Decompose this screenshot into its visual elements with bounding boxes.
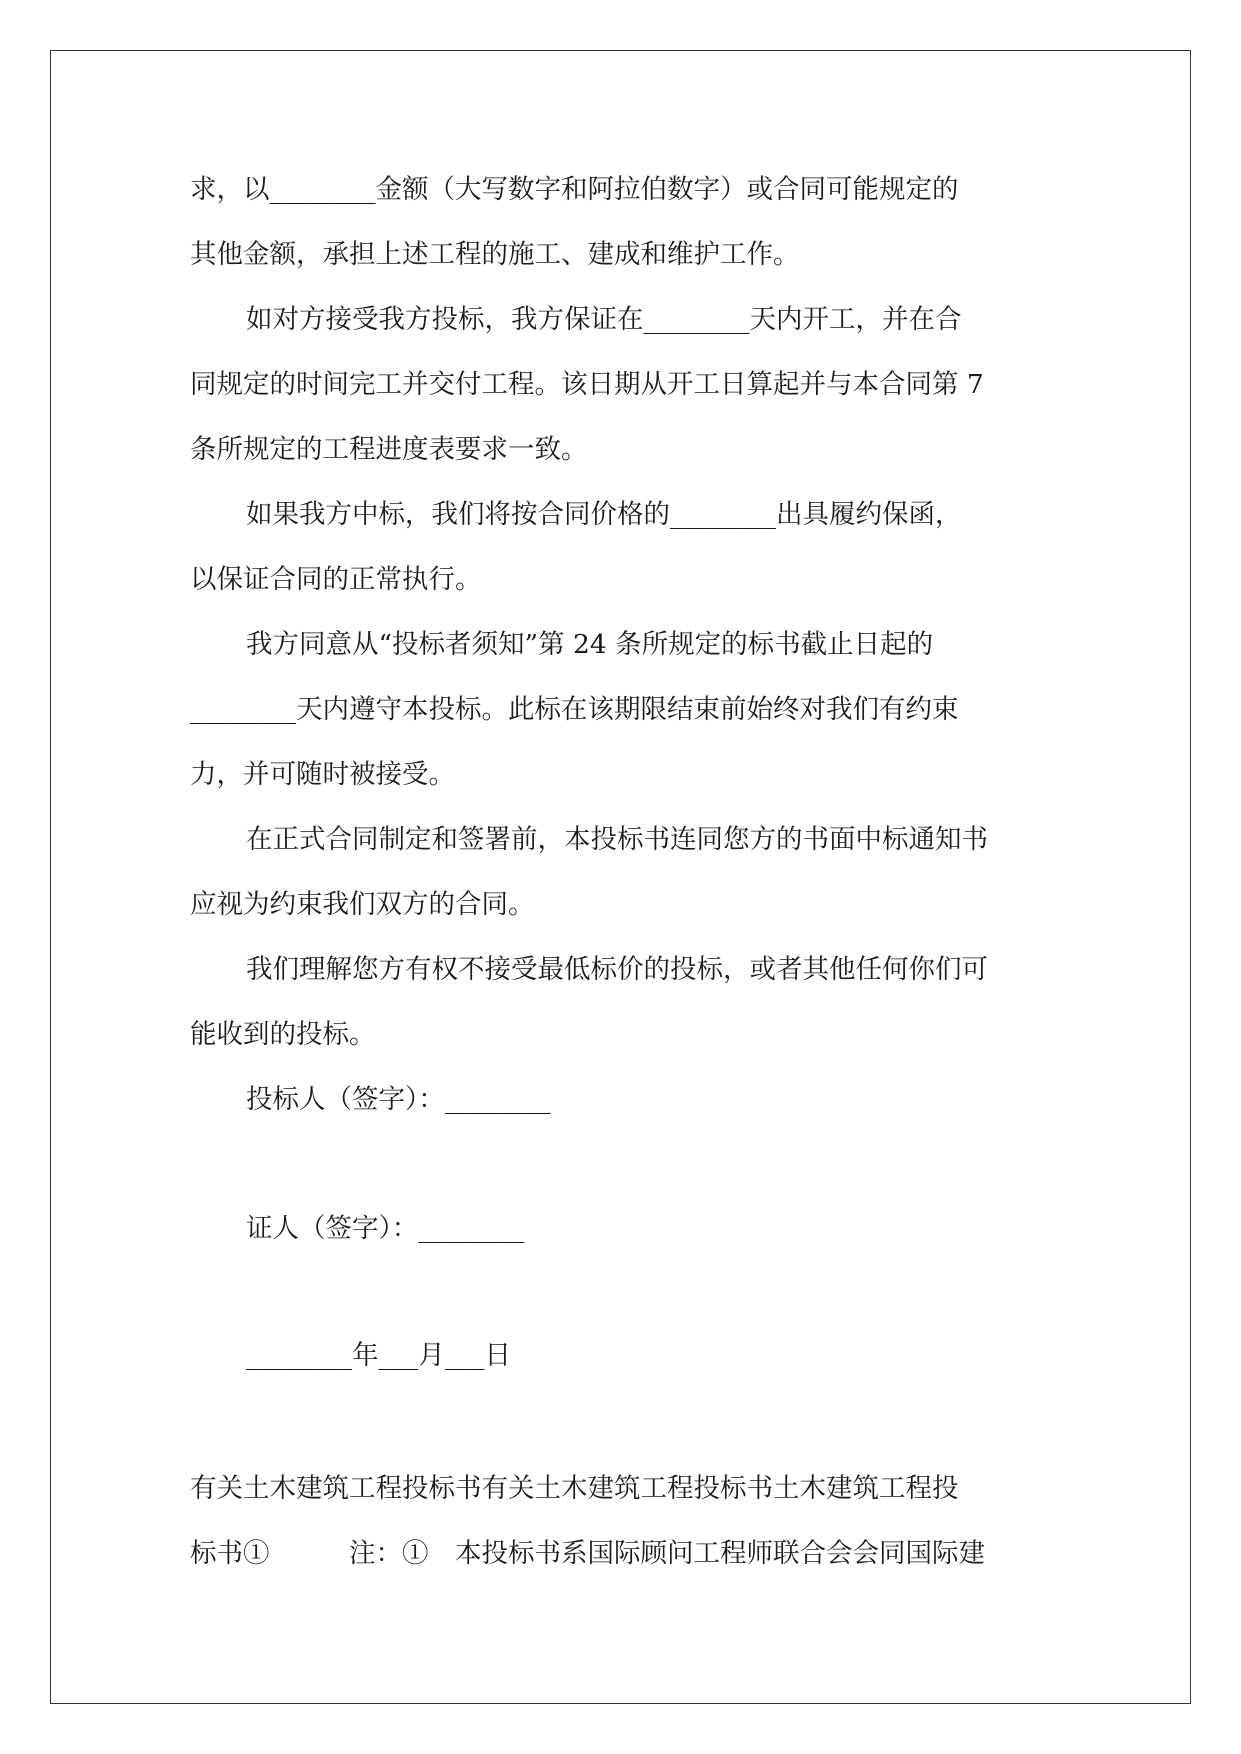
paragraph-line: 在正式合同制定和签署前，本投标书连同您方的书面中标通知书 xyxy=(246,824,988,855)
paragraph-line: 我们理解您方有权不接受最低标价的投标，或者其他任何你们可 xyxy=(246,954,988,985)
paragraph-line: ________天内遵守本投标。此标在该期限结束前始终对我们有约束 xyxy=(190,694,959,725)
paragraph-line: 如果我方中标，我们将按合同价格的________出具履约保函， xyxy=(246,499,962,530)
date-line: ________年___月___日 xyxy=(246,1340,511,1371)
paragraph-line: 同规定的时间完工并交付工程。该日期从开工日算起并与本合同第 7 xyxy=(190,369,984,400)
signature-witness: 证人（签字）：________ xyxy=(246,1213,525,1244)
document-body xyxy=(190,157,1056,1586)
paragraph-line: 如对方接受我方投标，我方保证在________天内开工，并在合 xyxy=(246,304,962,335)
paragraph-line: 以保证合同的正常执行。 xyxy=(190,564,482,595)
footer-line: 有关土木建筑工程投标书有关土木建筑工程投标书土木建筑工程投 xyxy=(190,1473,959,1504)
paragraph-line: 求，以________金额（大写数字和阿拉伯数字）或合同可能规定的 xyxy=(190,174,959,205)
signature-bidder: 投标人（签字）：________ xyxy=(246,1084,551,1115)
paragraph-line: 应视为约束我们双方的合同。 xyxy=(190,889,535,920)
paragraph-line: 条所规定的工程进度表要求一致。 xyxy=(190,434,588,465)
footer-line: 标书① 注：① 本投标书系国际顾问工程师联合会会同国际建 xyxy=(190,1538,985,1569)
paragraph-line: 其他金额，承担上述工程的施工、建成和维护工作。 xyxy=(190,239,800,270)
paragraph-line: 力，并可随时被接受。 xyxy=(190,759,455,790)
paragraph-line: 我方同意从“投标者须知”第 24 条所规定的标书截止日起的 xyxy=(246,629,934,660)
paragraph-line: 能收到的投标。 xyxy=(190,1019,376,1050)
